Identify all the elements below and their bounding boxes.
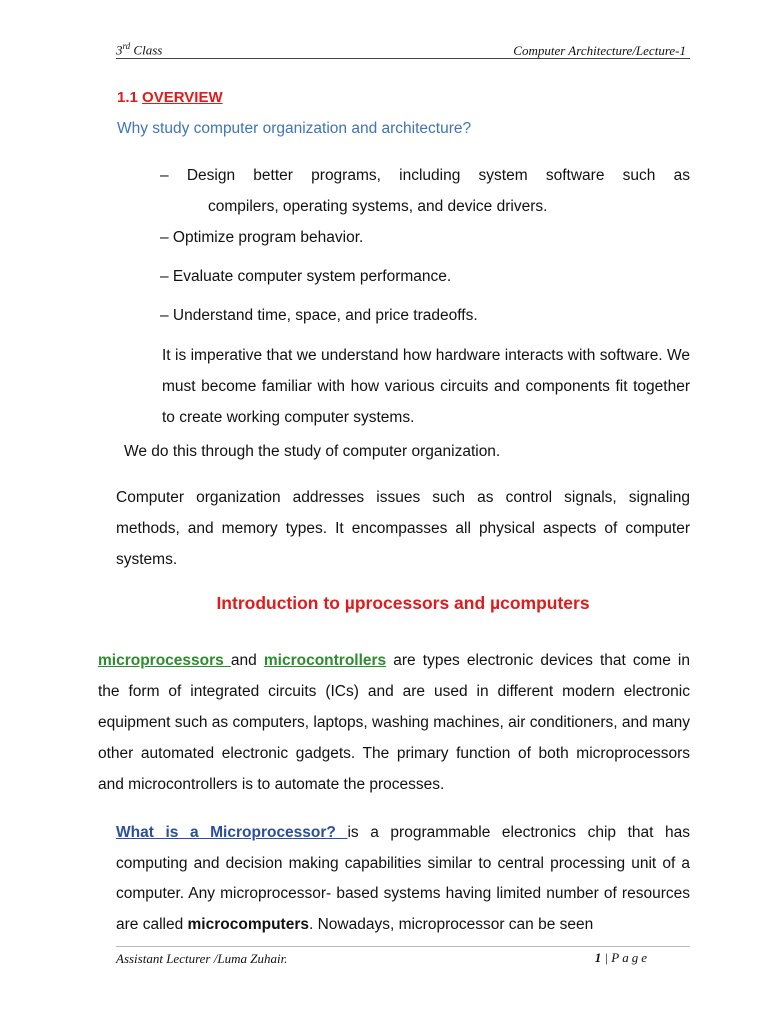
term-microcontrollers: microcontrollers [263, 652, 387, 669]
term-microprocessors: microprocessors [98, 652, 231, 669]
bullet-item: – Optimize program behavior. [160, 229, 364, 246]
bullet-item: – Evaluate computer system performance. [160, 268, 452, 285]
author-label: Assistant Lecturer /Luma Zuhair. [116, 951, 288, 966]
page-header [116, 40, 690, 59]
paragraph: It is imperative that we understand how hardware interacts with software. We must become familiar with how various circuits and components fit together to create working computer systems. [162, 347, 690, 426]
term-microcomputers: microcomputers [187, 915, 309, 933]
course-title: Computer Architecture/Lecture-1 [513, 43, 686, 58]
intro-heading: Introduction to µprocessors and µcomputers [216, 593, 590, 613]
paragraph: Computer organization addresses issues such as control signals, signaling methods, and memory types. It encompasses all physical aspects of computer systems. [116, 489, 690, 568]
paragraph: We do this through the study of computer organization. [124, 443, 501, 460]
bullet-list [160, 160, 690, 331]
class-label: 3rd Class [116, 41, 163, 58]
page-number: 1 | Page [594, 950, 650, 965]
bullet-item-continuation: compilers, operating systems, and device drivers. [208, 198, 548, 215]
microprocessor-question: What is a Microprocessor? [116, 824, 348, 841]
bullet-item: – Design better programs, including system software such as [160, 167, 690, 184]
page-footer [116, 946, 690, 969]
microprocessor-paragraph: What is a Microprocessor? is a programmable electronics chip that has computing and decision making capabilities similar to central processing unit of a computer. Any microprocessor- based systems having limited number of resources are called microcomputers. Nowadays, microprocessor can be seen [116, 824, 690, 933]
bullet-item: – Understand time, space, and price tradeoffs. [160, 307, 478, 324]
section-question: Why study computer organization and architecture? [117, 120, 472, 137]
intro-paragraph: microprocessors and microcontrollers are types electronic devices that come in the form of integrated circuits (ICs) and are used in different modern electronic equipment such as computers, laptops, washing machines, air conditioners, and many other automated electronic gadgets. The primary function of both microprocessors and microcontrollers is to automate the processes. [98, 652, 690, 793]
section-heading: 1.1 OVERVIEW [117, 89, 223, 106]
